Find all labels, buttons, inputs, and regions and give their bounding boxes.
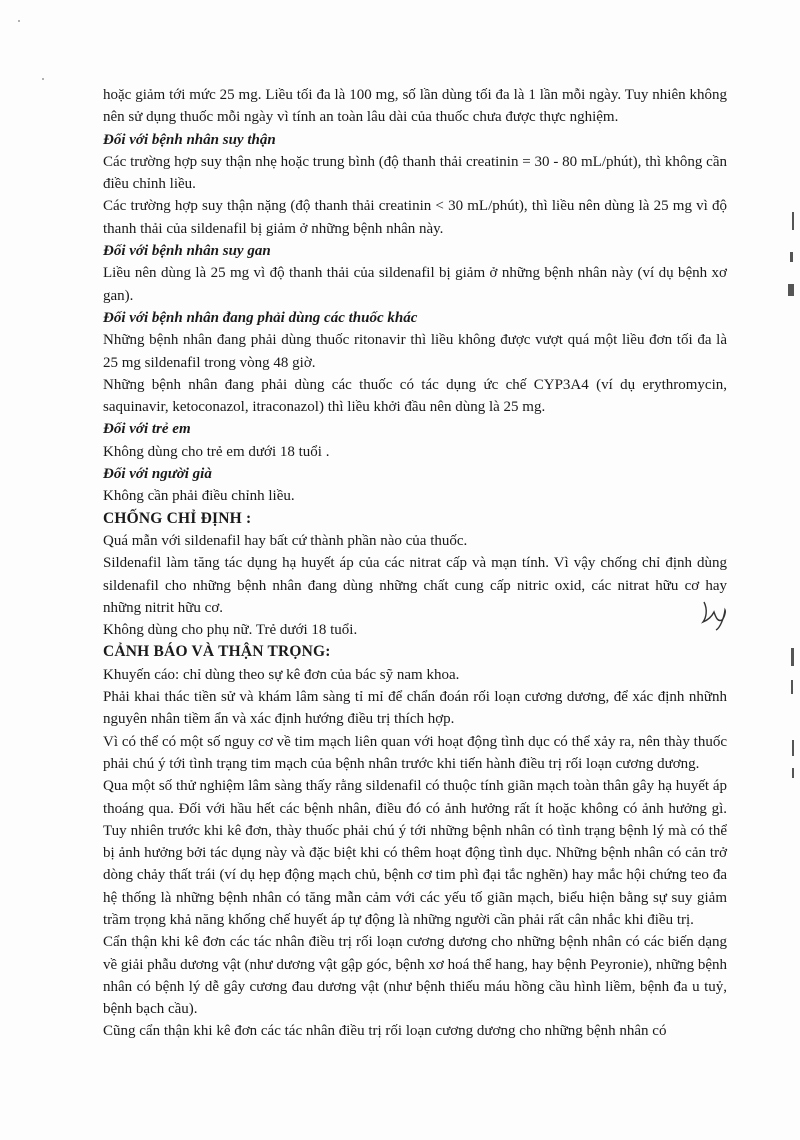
paragraph: Vì có thể có một số nguy cơ về tim mạch liên quan với hoạt động tình dục có thể xảy ra, nên thày thuốc phải chú ý tới tình trạng tim mạch của bệnh nhân trước khi tiến hành điều trị rối loạn cương dương. [103,733,727,772]
paragraph: Các trường hợp suy thận nhẹ hoặc trung bình (độ thanh thải creatinin = 30 - 80 mL/phút), thì không cần điều chỉnh liều. [103,153,727,193]
section-heading-warnings: CẢNH BÁO VÀ THẬN TRỌNG: [103,643,331,661]
scan-edge-mark [792,212,794,230]
document-body [103,84,727,1043]
paragraph: Những bệnh nhân đang phải dùng các thuốc có tác dụng ức chế CYP3A4 (ví dụ erythromycin, saquinavir, ketoconazol, itraconazol) thì liều khởi đầu nên dùng là 25 mg. [103,376,727,416]
scan-edge-mark [790,252,793,262]
paragraph: Cũng cẩn thận khi kê đơn các tác nhân điều trị rối loạn cương dương cho những bệnh nhân có [103,1023,667,1040]
paragraph: Không dùng cho trẻ em dưới 18 tuổi . [103,443,330,460]
scan-edge-mark [791,680,793,694]
scan-edge-mark [788,284,794,296]
section-heading-contraindications: CHỐNG CHỈ ĐỊNH : [103,509,252,527]
subheading-children: Đối với trẻ em [103,421,191,438]
paragraph: Qua một số thử nghiệm lâm sàng thấy rằng sildenafil có thuộc tính giãn mạch toàn thân gây hạ huyết áp thoáng qua. Đối với hầu hết các bệnh nhân, điều đó có ảnh hưởng rất ít hoặc không có ảnh hưởng gì. Tuy nhiên trước khi kê đơn, thày thuốc phải chú ý tới những bệnh nhân có tình trạng bệnh lý mà có thể bị ảnh hưởng bởi tác dụng này và đặc biệt khi có thêm hoạt động tình dục. Những bệnh nhân có cản trở dòng chảy thất trái (ví dụ hẹp động mạch chủ, bệnh cơ tim phì đại tắc nghẽn) hay mắc hội chứng teo đa hệ thống là những bệnh nhân có tăng mẫn cảm với các yếu tố giãn mạch, biểu hiện bằng sự suy giảm trầm trọng khả năng khống chế huyết áp tự động là những người cần phải rất cân nhắc khi điều trị. [103,778,727,928]
paragraph: Không dùng cho phụ nữ. Trẻ dưới 18 tuổi. [103,622,358,639]
scan-edge-mark [792,768,794,778]
subheading-renal: Đối với bệnh nhân suy thận [103,131,276,148]
paragraph: Những bệnh nhân đang phải dùng thuốc ritonavir thì liều không được vượt quá một liều đơn tối đa là 25 mg sildenafil trong vòng 48 giờ. [103,332,727,371]
subheading-other-drugs: Đối với bệnh nhân đang phải dùng các thuốc khác [103,309,418,326]
scan-speck [42,78,44,80]
subheading-elderly: Đối với người già [103,466,212,483]
paragraph: Các trường hợp suy thận nặng (độ thanh thải creatinin < 30 mL/phút), thì liều nên dùng là 25 mg vì độ thanh thải của sildenafil bị giảm ở những bệnh nhân này. [103,198,727,237]
paragraph: hoặc giảm tới mức 25 mg. Liều tối đa là 100 mg, số lần dùng tối đa là 1 lần mỗi ngày. Tuy nhiên không nên sử dụng thuốc mỗi ngày vì tính an toàn lâu dài của thuốc chưa được thực nghiệm. [103,87,727,126]
scan-edge-mark [791,648,794,666]
scan-edge-mark [792,740,794,756]
scan-speck [18,20,20,22]
subheading-hepatic: Đối với bệnh nhân suy gan [103,243,271,260]
paragraph: Cẩn thận khi kê đơn các tác nhân điều trị rối loạn cương dương cho những bệnh nhân có các biến dạng về giải phẫu dương vật (như dương vật gập góc, bệnh xơ hoá thể hang, hay bệnh Peyronie), những bệnh nhân có bệnh lý dễ gây cương đau dương vật (như bệnh thiếu máu hồng cầu hình liềm, bệnh đa u tuỷ, bệnh bạch cầu). [103,934,727,1018]
paragraph: Phải khai thác tiền sử và khám lâm sàng tỉ mỉ để chẩn đoán rối loạn cương dương, để xác định nhữnh nguyên nhân tiềm ẩn và xác định hướng điều trị thích hợp. [103,689,727,728]
paragraph: Sildenafil làm tăng tác dụng hạ huyết áp của các nitrat cấp và mạn tính. Vì vậy chống chỉ định dùng sildenafil cho những bệnh nhân đang dùng những chất cung cấp nitric oxid, các nitrat hữu cơ hay những nitrit hữu cơ. [103,555,727,616]
handwritten-initials-mark [698,598,732,632]
paragraph: Không cần phải điều chỉnh liều. [103,488,295,505]
paragraph: Liều nên dùng là 25 mg vì độ thanh thải của sildenafil bị giảm ở những bệnh nhân này (ví dụ bệnh xơ gan). [103,265,727,304]
paragraph: Quá mẫn với sildenafil hay bất cứ thành phần nào của thuốc. [103,532,468,549]
paragraph: Khuyến cáo: chỉ dùng theo sự kê đơn của bác sỹ nam khoa. [103,666,460,683]
